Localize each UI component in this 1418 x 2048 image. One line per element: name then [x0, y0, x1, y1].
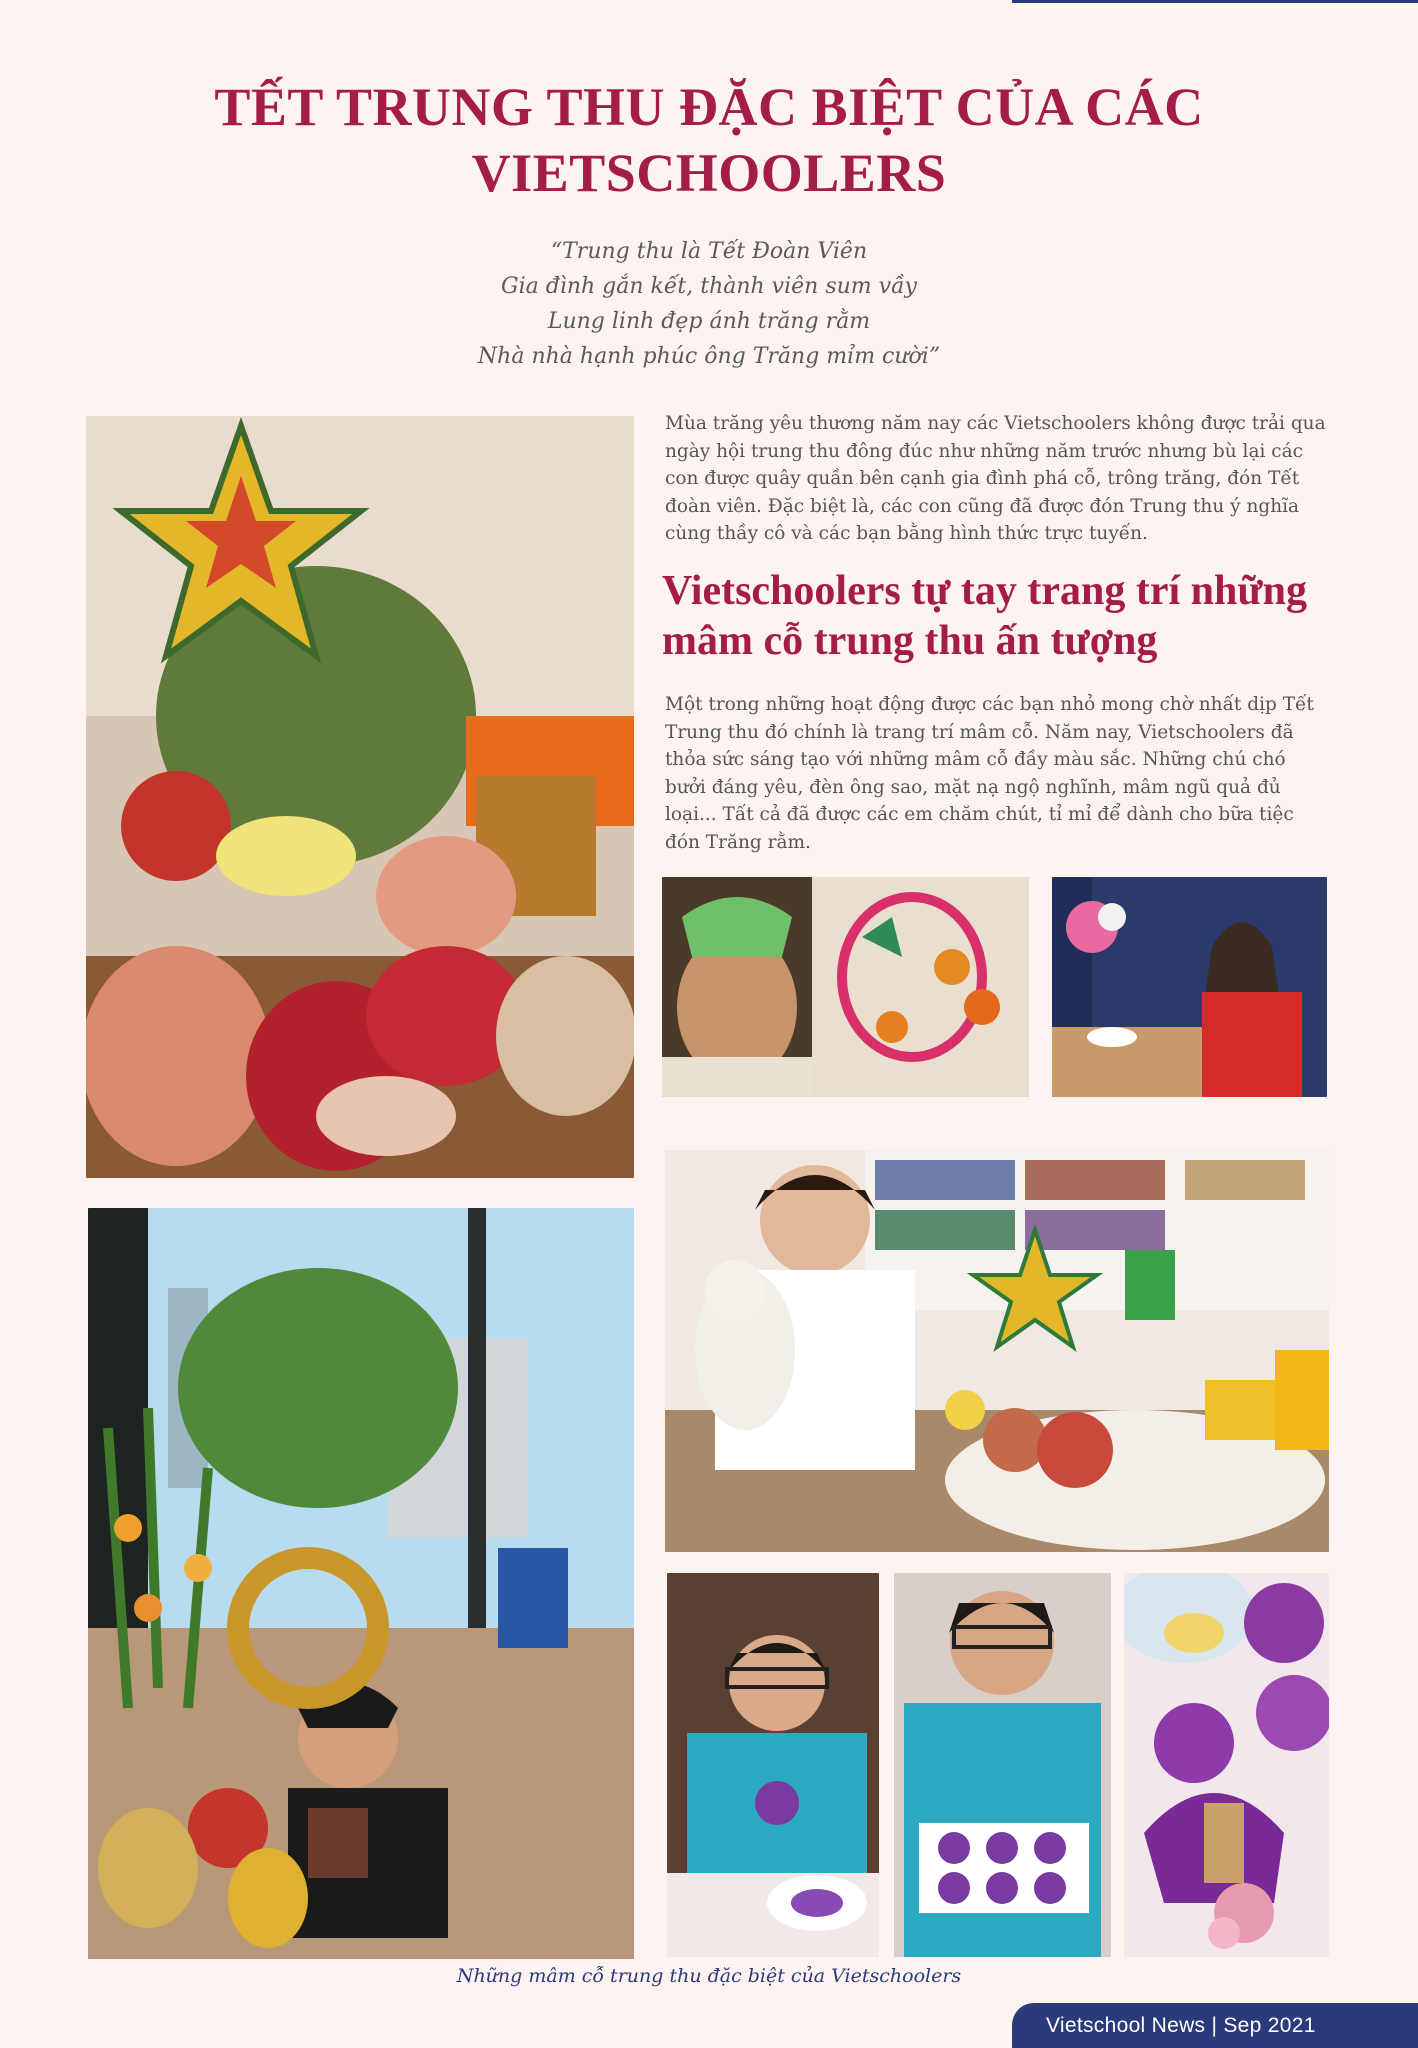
- poem-line: Lung linh đẹp ánh trăng rằm: [547, 309, 871, 334]
- photo-mooncakes-closeup-image: [1124, 1573, 1329, 1957]
- poem-line: Gia đình gắn kết, thành viên sum vầy: [501, 274, 917, 299]
- photo-girl-with-cat: [665, 1150, 1329, 1552]
- photo-fruit-tray-star-lantern: [86, 416, 634, 1178]
- page-title-line1: TẾT TRUNG THU ĐẶC BIỆT CỦA CÁC: [214, 77, 1204, 137]
- photo-boy-with-lantern: [88, 1208, 634, 1959]
- top-rule: [1012, 0, 1418, 3]
- photo-fruit-tray-image: [86, 416, 634, 1178]
- poem-line: “Trung thu là Tết Đoàn Viên: [550, 239, 868, 264]
- photo-boy-with-mask: [662, 877, 1029, 1097]
- page-title: [160, 74, 1258, 206]
- photo-boy-mooncake-image: [667, 1573, 879, 1957]
- photo-purple-mooncakes: [1124, 1573, 1329, 1957]
- section-heading: Vietschoolers tự tay trang trí những mâm cỗ trung thu ấn tượng: [662, 568, 1307, 664]
- photo-caption: Những mâm cỗ trung thu đặc biệt của Vietschoolers: [456, 1965, 962, 1987]
- page-title-line2: VIETSCHOOLERS: [471, 143, 947, 203]
- photo-girl-at-table: [1052, 877, 1327, 1097]
- photo-girl-cat-image: [665, 1150, 1329, 1552]
- photo-boy-mask-image: [662, 877, 1029, 1097]
- photo-boy-holding-mooncakes: [894, 1573, 1111, 1957]
- poem-quote: [260, 234, 1158, 374]
- footer-publication-label: Vietschool News | Sep 2021: [1012, 2003, 1418, 2048]
- body-paragraph: Một trong những hoạt động được các bạn nhỏ mong chờ nhất dịp Tết Trung thu đó chính là trang trí mâm cỗ. Năm nay, Vietschoolers đã thỏa sức sáng tạo với những mâm cỗ đầy màu sắc. Những chú chó bưởi đáng yêu, đèn ông sao, mặt nạ ngộ nghĩnh, mâm ngũ quả đủ loại... Tất cả đã được các em chăm chút, tỉ mỉ để dành cho bữa tiệc đón Trăng rằm.: [665, 694, 1314, 853]
- photo-boy-tray-image: [894, 1573, 1111, 1957]
- photo-girl-table-image: [1052, 877, 1327, 1097]
- intro-paragraph: Mùa trăng yêu thương năm nay các Vietschoolers không được trải qua ngày hội trung thu đông đúc như những năm trước nhưng bù lại các con được quây quần bên cạnh gia đình phá cỗ, trông trăng, đón Tết đoàn viên. Đặc biệt là, các con cũng đã được đón Trung thu ý nghĩa cùng thầy cô và các bạn bằng hình thức trực tuyến.: [665, 413, 1326, 544]
- photo-boy-making-mooncake: [667, 1573, 879, 1957]
- photo-boy-lantern-image: [88, 1208, 634, 1959]
- poem-line: Nhà nhà hạnh phúc ông Trăng mỉm cười”: [477, 344, 941, 369]
